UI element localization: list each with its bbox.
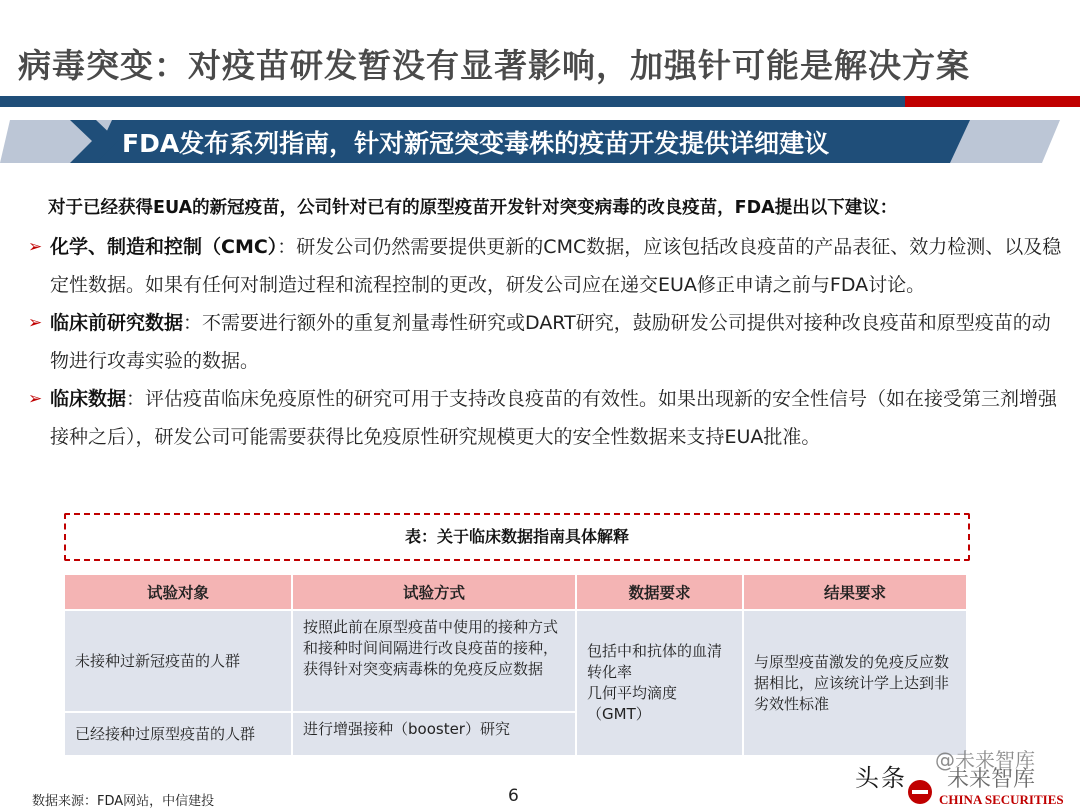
column-header: 试验方式 xyxy=(292,575,576,610)
bullet-term: 临床前研究数据 xyxy=(50,312,184,334)
china-securities-logo-icon xyxy=(905,778,935,806)
intro-text: 对于已经获得EUA的新冠疫苗，公司针对已有的原型疫苗开发针对突变病毒的改良疫苗，FDA提出以下建议： xyxy=(48,198,898,218)
column-header: 结果要求 xyxy=(743,575,967,610)
table-cell-result-requirement: 与原型疫苗激发的免疫反应数据相比，应该统计学上达到非劣效性标准 xyxy=(743,610,967,756)
table-header-row xyxy=(65,575,967,610)
bullet-clinical xyxy=(28,380,1068,456)
arrow-bullet-icon: ➢ xyxy=(28,237,43,257)
watermark-brand: 未来智库 xyxy=(947,767,1036,792)
column-header: 试验对象 xyxy=(65,575,292,610)
table-caption-box xyxy=(64,513,970,561)
underline-red xyxy=(905,96,1080,107)
page-title: 病毒突变：对疫苗研发暂没有显著影响，加强针可能是解决方案 xyxy=(18,46,970,85)
arrow-bullet-icon: ➢ xyxy=(28,313,43,333)
watermark xyxy=(855,748,1080,810)
table-cell-method: 按照此前在原型疫苗中使用的接种方式和接种时间间隔进行改良疫苗的接种，获得针对突变病毒株的免疫反应数据 xyxy=(292,610,576,712)
guidance-table xyxy=(65,575,968,757)
watermark-social: @未来智库 xyxy=(935,748,1035,772)
underline-blue xyxy=(0,96,905,107)
table-row xyxy=(65,610,967,712)
page-number: 6 xyxy=(508,786,519,806)
table-cell-method: 进行增强接种（booster）研究 xyxy=(292,712,576,756)
bullet-term: 临床数据 xyxy=(50,388,127,410)
watermark-toutiao: 头条 xyxy=(855,764,907,792)
column-header: 数据要求 xyxy=(576,575,743,610)
watermark-english: CHINA SECURITIES xyxy=(939,792,1064,807)
data-source: 数据来源：FDA网站，中信建投 xyxy=(32,794,215,809)
bullet-term: 化学、制造和控制（CMC） xyxy=(50,236,278,258)
bullet-preclinical xyxy=(28,304,1068,380)
table-cell-subject: 未接种过新冠疫苗的人群 xyxy=(65,610,292,712)
bullet-text: ：研发公司仍然需要提供更新的CMC数据，应该包括改良疫苗的产品表征、效力检测、以及稳定性数据。如果有任何对制造过程和流程控制的更改，研发公司应在递交EUA修正申请之前与FDA讨论。 xyxy=(50,236,1062,296)
bullet-text: ：评估疫苗临床免疫原性的研究可用于支持改良疫苗的有效性。如果出现新的安全性信号（如在接受第三剂增强接种之后），研发公司可能需要获得比免疫原性研究规模更大的安全性数据来支持EUA批准。 xyxy=(50,388,1058,448)
table-cell-subject: 已经接种过原型疫苗的人群 xyxy=(65,712,292,756)
bullet-cmc xyxy=(28,228,1068,304)
bullet-text: ：不需要进行额外的重复剂量毒性研究或DART研究，鼓励研发公司提供对接种改良疫苗和原型疫苗的动物进行攻毒实验的数据。 xyxy=(50,312,1051,372)
table-cell-data-requirement: 包括中和抗体的血清转化率 几何平均滴度（GMT） xyxy=(576,610,743,756)
title-underline xyxy=(0,96,1080,110)
bullet-list xyxy=(28,228,1068,456)
table-caption: 表：关于临床数据指南具体解释 xyxy=(404,527,629,546)
arrow-bullet-icon: ➢ xyxy=(28,389,43,409)
banner-title: FDA发布系列指南，针对新冠突变毒株的疫苗开发提供详细建议 xyxy=(122,129,830,158)
